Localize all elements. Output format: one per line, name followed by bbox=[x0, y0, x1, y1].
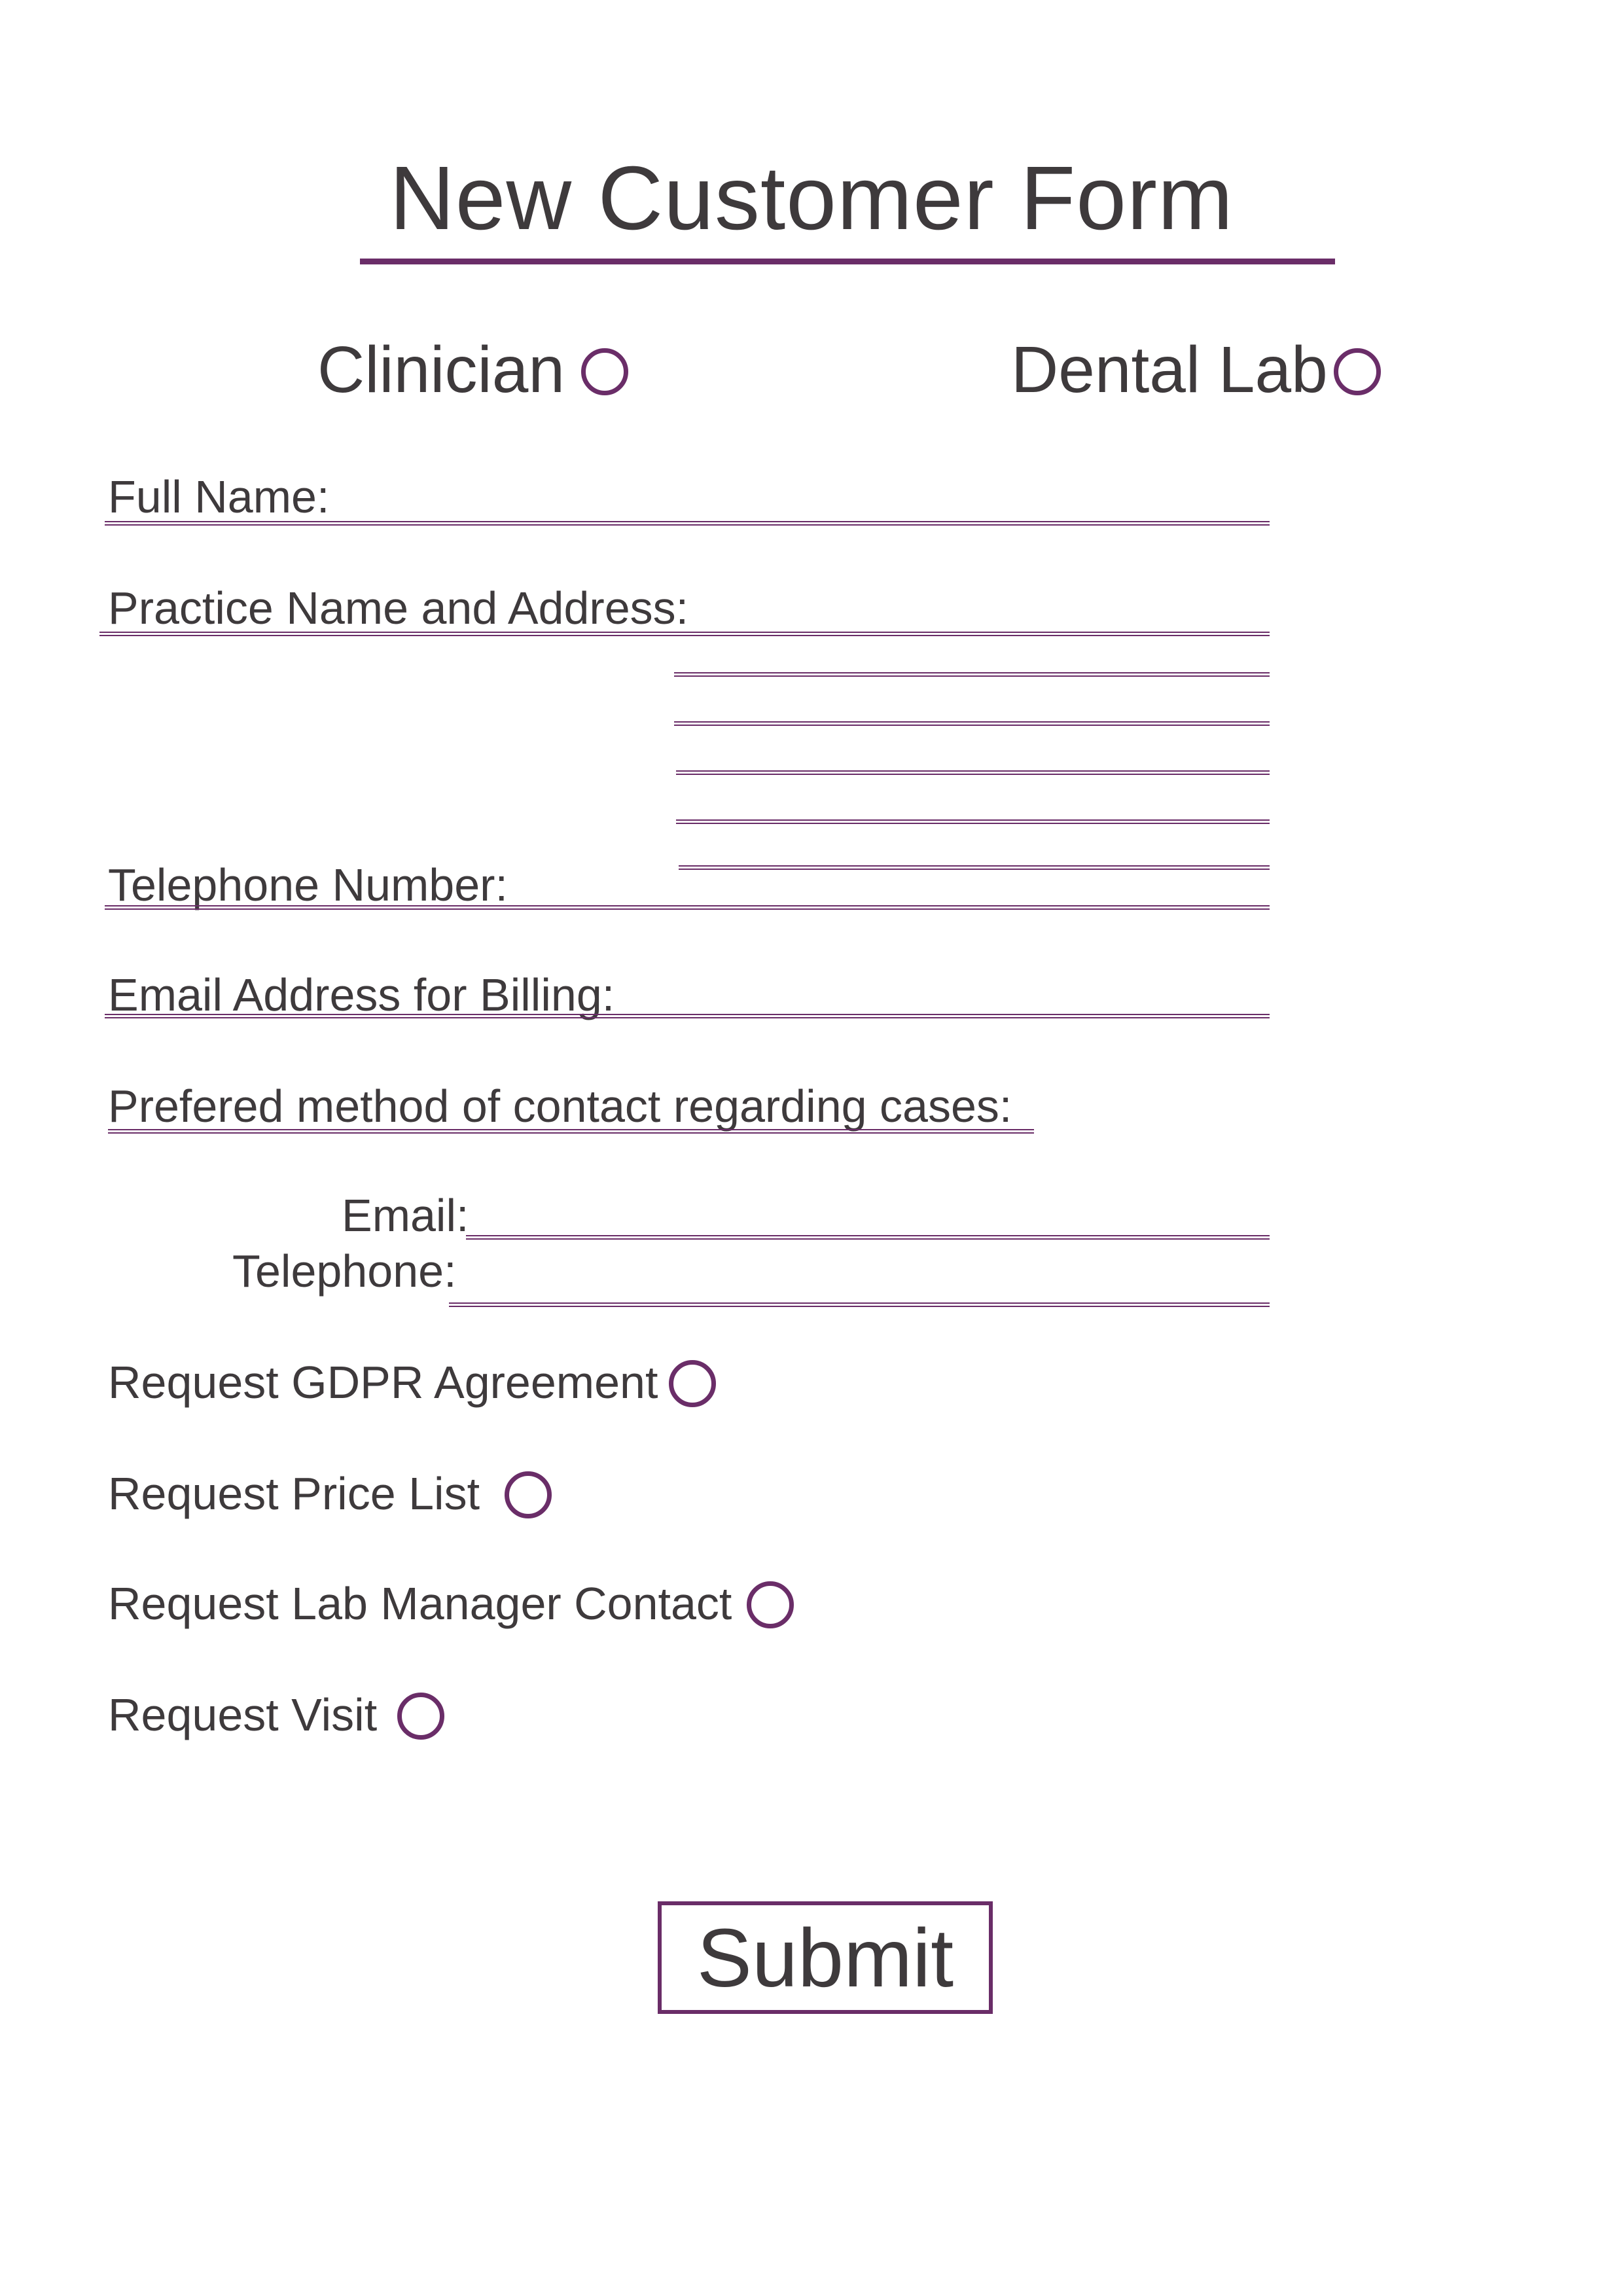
contact-method-underline bbox=[108, 1129, 1034, 1134]
lab-manager-radio[interactable] bbox=[747, 1581, 794, 1628]
practice-label: Practice Name and Address: bbox=[108, 583, 689, 634]
visit-radio[interactable] bbox=[397, 1693, 444, 1740]
price-list-radio[interactable] bbox=[505, 1471, 552, 1518]
clinician-radio[interactable] bbox=[581, 348, 628, 395]
price-list-label: Request Price List bbox=[108, 1468, 480, 1519]
full-name-label: Full Name: bbox=[108, 471, 330, 522]
contact-email-field[interactable] bbox=[466, 1235, 1270, 1240]
practice-field-line-6[interactable] bbox=[679, 865, 1270, 870]
practice-field-line-2[interactable] bbox=[674, 672, 1270, 677]
page-title: New Customer Form bbox=[389, 148, 1234, 249]
visit-label: Request Visit bbox=[108, 1689, 378, 1740]
billing-email-field[interactable] bbox=[105, 1014, 1270, 1018]
contact-telephone-label: Telephone: bbox=[232, 1246, 457, 1297]
dental-lab-radio[interactable] bbox=[1334, 348, 1381, 395]
billing-email-label: Email Address for Billing: bbox=[108, 969, 615, 1020]
dental-lab-label: Dental Lab bbox=[1011, 333, 1328, 406]
clinician-label: Clinician bbox=[317, 333, 565, 406]
full-name-field[interactable] bbox=[105, 521, 1270, 526]
submit-button[interactable]: Submit bbox=[658, 1901, 993, 2014]
contact-email-label: Email: bbox=[342, 1190, 469, 1241]
gdpr-radio[interactable] bbox=[669, 1360, 716, 1407]
gdpr-label: Request GDPR Agreement bbox=[108, 1357, 658, 1408]
practice-field-line-5[interactable] bbox=[676, 819, 1270, 824]
practice-field-line-4[interactable] bbox=[676, 770, 1270, 775]
practice-field-line-3[interactable] bbox=[674, 721, 1270, 726]
contact-telephone-field[interactable] bbox=[449, 1302, 1270, 1307]
telephone-label: Telephone Number: bbox=[108, 859, 508, 910]
practice-field-line-1[interactable] bbox=[99, 632, 1270, 636]
lab-manager-label: Request Lab Manager Contact bbox=[108, 1578, 732, 1629]
telephone-field[interactable] bbox=[105, 905, 1270, 910]
title-underline bbox=[360, 259, 1335, 264]
contact-method-label: Prefered method of contact regarding cases: bbox=[108, 1081, 1012, 1132]
